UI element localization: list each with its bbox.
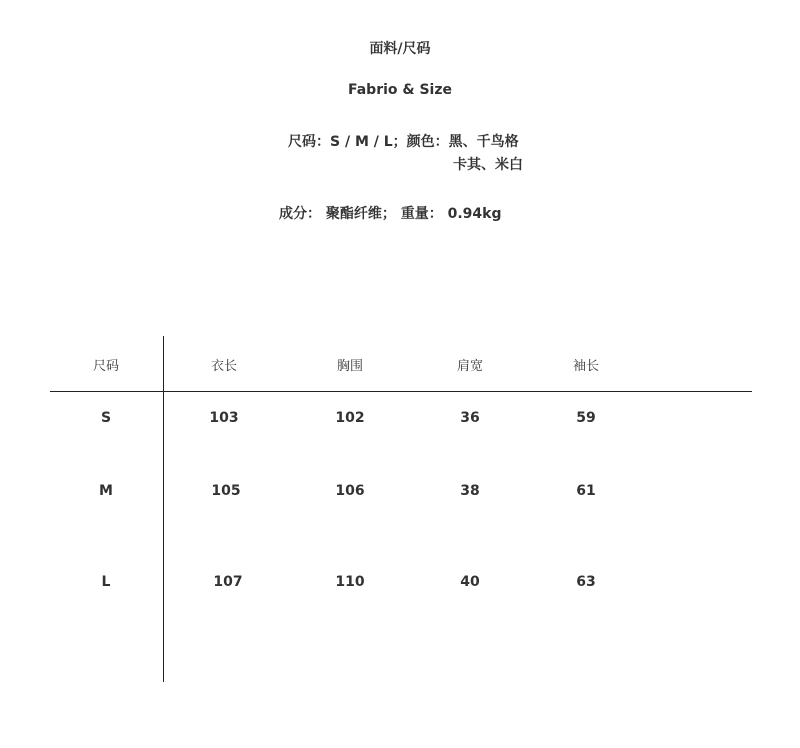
table-header-divider [50, 391, 752, 392]
row-l-sleeve: 63 [576, 574, 596, 590]
row-l-chest: 110 [335, 574, 365, 590]
row-m-shoulder: 38 [460, 483, 480, 499]
row-l-size: L [101, 574, 111, 590]
row-s-sleeve: 59 [576, 410, 596, 426]
table-vertical-divider [163, 336, 164, 682]
row-s-chest: 102 [335, 410, 365, 426]
size-color-line: 尺码：S / M / L；颜色：黑、千鸟格 [288, 134, 519, 150]
header-length: 衣长 [210, 359, 238, 374]
row-s-size: S [100, 410, 112, 426]
header-size: 尺码 [92, 359, 120, 374]
row-l-shoulder: 40 [460, 574, 480, 590]
colors-continued-line: 卡其、米白 [453, 157, 523, 173]
row-m-size: M [99, 483, 113, 499]
header-chest: 胸围 [336, 359, 364, 374]
row-m-length: 105 [211, 483, 241, 499]
row-m-chest: 106 [335, 483, 365, 499]
row-s-shoulder: 36 [460, 410, 480, 426]
row-m-sleeve: 61 [576, 483, 596, 499]
row-s-length: 103 [209, 410, 239, 426]
heading-en: Fabrio & Size [347, 82, 452, 98]
row-l-length: 107 [213, 574, 243, 590]
composition-weight-line: 成分： 聚酯纤维； 重量： 0.94kg [279, 206, 502, 222]
header-shoulder: 肩宽 [456, 359, 484, 374]
heading-cn: 面料/尺码 [369, 41, 431, 57]
header-sleeve: 袖长 [572, 359, 600, 374]
